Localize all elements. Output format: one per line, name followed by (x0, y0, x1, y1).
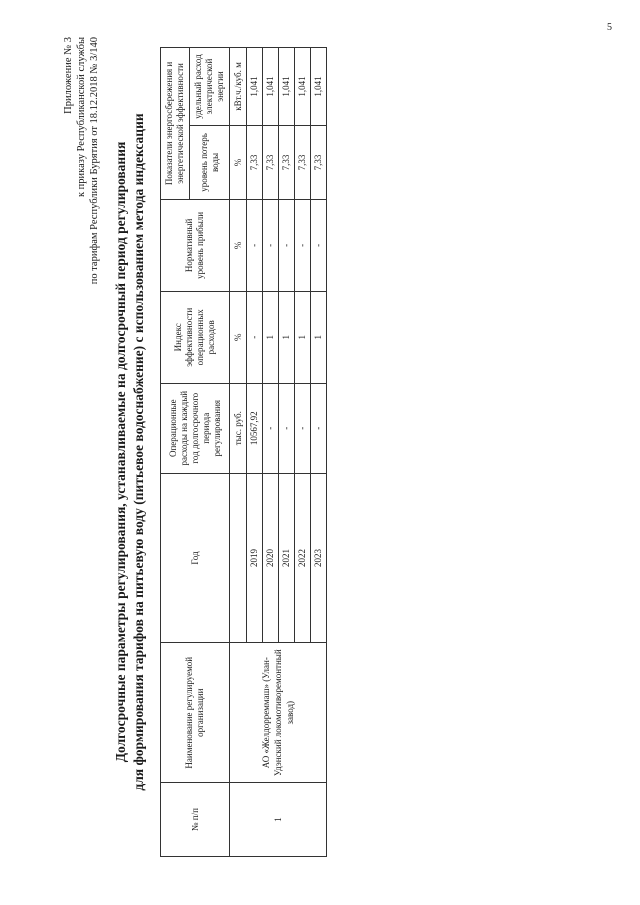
header-num: № п/п (161, 783, 230, 857)
appendix-line-3: по тарифам Республики Бурятия от 18.12.2018 № 3/140 (89, 37, 100, 285)
page-number: 5 (607, 22, 612, 33)
units-row (230, 48, 247, 857)
title-line-1: Долгосрочные параметры регулирования, устанавливаемые на долгосрочный период регулирования (113, 141, 128, 763)
cell-opex: - (263, 383, 279, 473)
cell-opex: - (295, 383, 311, 473)
cell-year: 2021 (279, 473, 295, 643)
cell-loss: 7,33 (311, 126, 327, 200)
cell-consumption: 1,041 (295, 48, 311, 126)
units-year-blank (230, 473, 247, 643)
header-org: Наименование регулируемой организации (161, 643, 230, 783)
cell-consumption: 1,041 (279, 48, 295, 126)
cell-opex: - (279, 383, 295, 473)
cell-loss: 7,33 (295, 126, 311, 200)
appendix-line-1: Приложение № 3 (63, 37, 74, 114)
unit-profit: % (230, 199, 247, 291)
cell-index: 1 (263, 291, 279, 383)
cell-profit: - (263, 199, 279, 291)
document-title (112, 37, 148, 867)
header-energy-group: Показатели энергосбережения и энергетической эффективности (161, 48, 190, 200)
org-number: 1 (230, 783, 327, 857)
cell-loss: 7,33 (279, 126, 295, 200)
rotated-document-content (62, 37, 602, 867)
cell-index: 1 (295, 291, 311, 383)
cell-loss: 7,33 (247, 126, 263, 200)
cell-opex: 10567,92 (247, 383, 263, 473)
cell-year: 2022 (295, 473, 311, 643)
appendix-note (62, 37, 101, 284)
cell-consumption: 1,041 (263, 48, 279, 126)
cell-profit: - (279, 199, 295, 291)
cell-consumption: 1,041 (247, 48, 263, 126)
unit-index: % (230, 291, 247, 383)
cell-consumption: 1,041 (311, 48, 327, 126)
cell-year: 2020 (263, 473, 279, 643)
header-year: Год (161, 473, 230, 643)
cell-index: 1 (311, 291, 327, 383)
unit-loss: % (230, 126, 247, 200)
appendix-line-2: к приказу Республиканской службы (76, 37, 87, 198)
cell-opex: - (311, 383, 327, 473)
cell-year: 2019 (247, 473, 263, 643)
header-efficiency-index: Индекс эффективности операционных расходов (161, 291, 230, 383)
header-energy-consumption: удельный расход электрической энергии (190, 48, 230, 126)
header-opex: Операционные расходы на каждый год долгосрочного периода регулирования (161, 383, 230, 473)
cell-index: 1 (279, 291, 295, 383)
cell-year: 2023 (311, 473, 327, 643)
header-water-loss: уровень потерь воды (190, 126, 230, 200)
unit-opex: тыс. руб. (230, 383, 247, 473)
unit-consumption: кВт.ч./куб. м (230, 48, 247, 126)
org-name: АО «Желдорреммаш» (Улан-Удэнский локомотиворемонтный завод) (230, 643, 327, 783)
cell-profit: - (295, 199, 311, 291)
title-line-2: для формирования тарифов на питьевую воду (питьевое водоснабжение) с использованием метода индексации (131, 113, 146, 791)
cell-profit: - (311, 199, 327, 291)
cell-profit: - (247, 199, 263, 291)
parameters-table (160, 47, 327, 857)
cell-index: - (247, 291, 263, 383)
header-row-1 (161, 48, 190, 857)
header-profit: Нормативный уровень прибыли (161, 199, 230, 291)
cell-loss: 7,33 (263, 126, 279, 200)
